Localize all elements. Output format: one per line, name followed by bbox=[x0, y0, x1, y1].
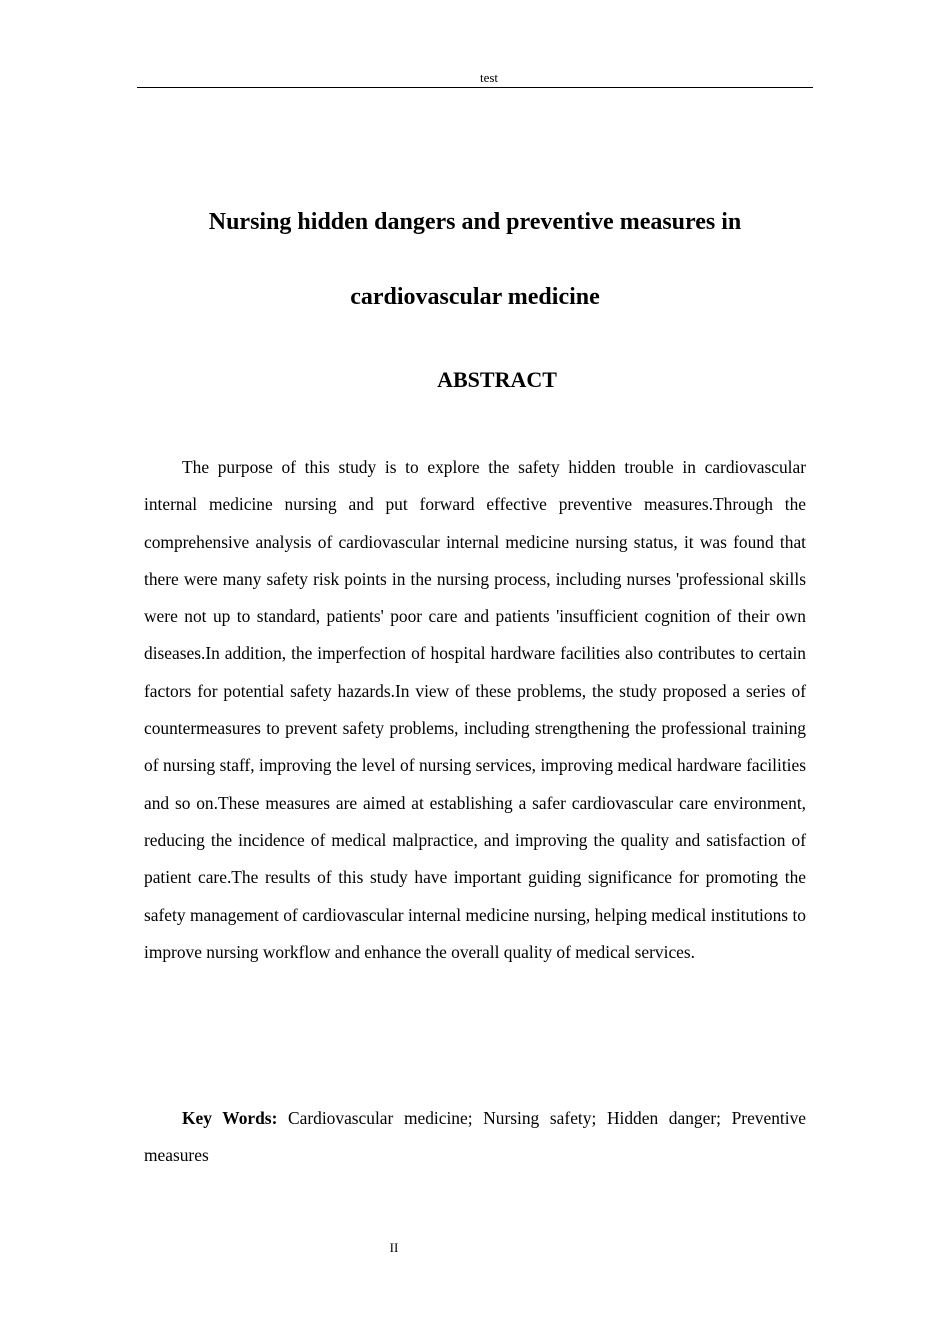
keywords bbox=[144, 1100, 806, 1175]
paper-title-line-2: cardiovascular medicine bbox=[350, 284, 600, 310]
header-rule bbox=[137, 87, 813, 88]
abstract-heading: ABSTRACT bbox=[437, 367, 557, 392]
page-number: II bbox=[389, 1240, 399, 1255]
paper-title bbox=[0, 185, 950, 335]
keywords-text: Cardiovascular medicine; Nursing safety; Hidden danger; Preventive measures bbox=[144, 1108, 806, 1166]
abstract-body: The purpose of this study is to explore the safety hidden trouble in cardiovascular internal medicine nursing and put forward effective preventive measures.Through the comprehensive analysis of cardiovascular internal medicine nursing status, it was found that there were many safety risk points in the nursing process, including nurses 'professional skills were not up to standard, patients' poor care and patients 'insufficient cognition of their own diseases.In addition, the imperfection of hospital hardware facilities also contributes to certain factors for potential safety hazards.In view of these problems, the study proposed a series of countermeasures to prevent safety problems, including strengthening the professional training of nursing staff, improving the level of nursing services, improving medical hardware facilities and so on.These measures are aimed at establishing a safer cardiovascular care environment, reducing the incidence of medical malpractice, and improving the quality and satisfaction of patient care.The results of this study have important guiding significance for promoting the safety management of cardiovascular internal medicine nursing, helping medical institutions to improve nursing workflow and enhance the overall quality of medical services. bbox=[144, 457, 806, 962]
running-header: test bbox=[479, 70, 499, 85]
paper-title-line-1: Nursing hidden dangers and preventive measures in bbox=[208, 209, 742, 235]
keywords-label: Key Words: bbox=[182, 1108, 278, 1128]
